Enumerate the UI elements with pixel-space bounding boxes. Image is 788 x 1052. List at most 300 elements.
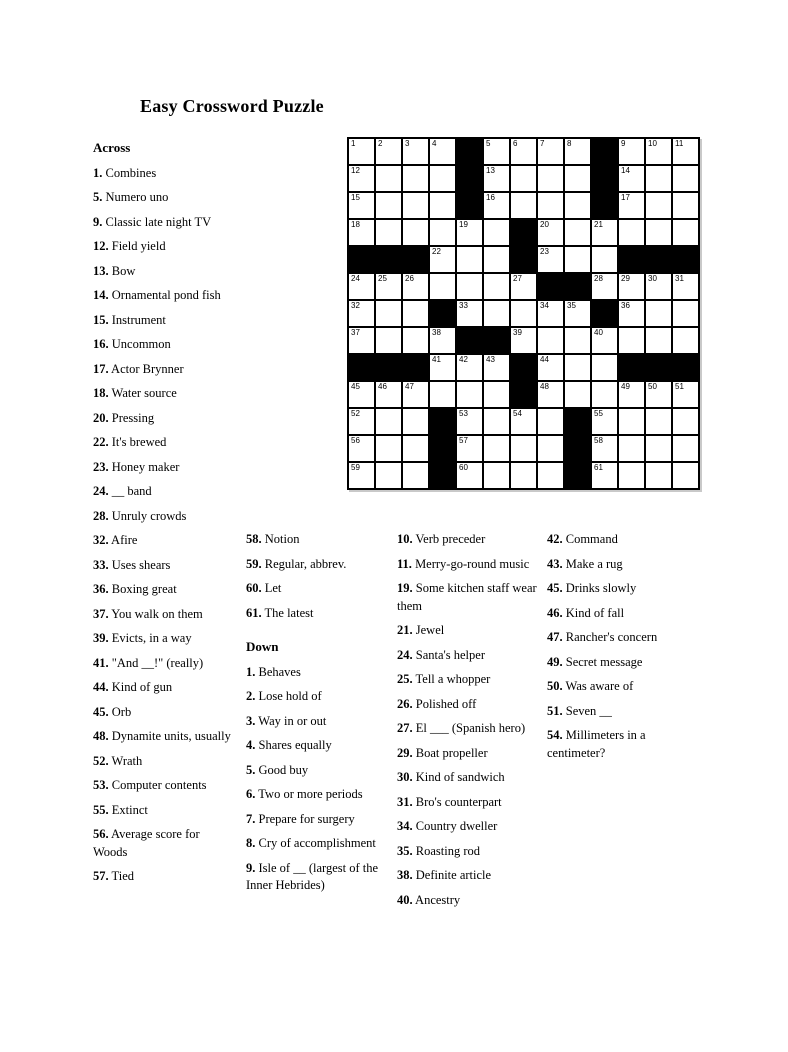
grid-cell[interactable] — [457, 382, 482, 407]
grid-cell[interactable] — [646, 220, 671, 245]
clue-number: 33. — [93, 557, 109, 572]
grid-cell[interactable] — [349, 301, 374, 326]
grid-cell[interactable] — [673, 463, 698, 488]
grid-cell[interactable] — [619, 463, 644, 488]
clue-number: 34. — [397, 819, 413, 833]
clue-across-18: 18. Water source — [93, 386, 177, 400]
cell-number: 22 — [432, 247, 441, 256]
cell-number: 14 — [621, 166, 630, 175]
grid-cell[interactable] — [673, 301, 698, 326]
grid-cell[interactable] — [457, 463, 482, 488]
grid-cell[interactable] — [538, 139, 563, 164]
grid-cell[interactable] — [538, 247, 563, 272]
clue-number: 27. — [397, 721, 413, 735]
clue-number: 22. — [93, 435, 109, 449]
cell-number: 24 — [351, 274, 360, 283]
grid-cell[interactable] — [484, 193, 509, 218]
clue-across-22: 22. It's brewed — [93, 435, 167, 449]
grid-cell[interactable] — [376, 139, 401, 164]
grid-cell[interactable] — [403, 220, 428, 245]
clue-number: 16. — [93, 337, 109, 351]
grid-cell[interactable] — [619, 301, 644, 326]
cell-number: 4 — [432, 139, 437, 148]
cell-number: 59 — [351, 463, 360, 472]
clue-number: 9. — [246, 860, 256, 875]
grid-cell[interactable] — [484, 301, 509, 326]
cell-number: 18 — [351, 220, 360, 229]
grid-cell[interactable] — [511, 166, 536, 191]
clue-number: 25. — [397, 672, 413, 686]
grid-cell[interactable] — [673, 139, 698, 164]
black-cell — [592, 301, 617, 326]
clue-down-2: 2. Lose hold of — [246, 689, 322, 703]
black-cell — [673, 355, 698, 380]
grid-cell[interactable] — [619, 436, 644, 461]
black-cell — [511, 355, 536, 380]
cell-number: 50 — [648, 382, 657, 391]
clue-across-57: 57. Tied — [93, 869, 134, 883]
grid-cell[interactable] — [592, 247, 617, 272]
clue-down-34: 34. Country dweller — [397, 819, 498, 833]
clue-number: 7. — [246, 811, 256, 826]
grid-cell[interactable] — [511, 328, 536, 353]
grid-cell[interactable] — [457, 220, 482, 245]
grid-cell[interactable] — [484, 409, 509, 434]
grid-cell[interactable] — [646, 193, 671, 218]
grid-cell[interactable] — [484, 355, 509, 380]
clue-number: 51. — [547, 703, 563, 718]
black-cell — [538, 274, 563, 299]
clue-number: 38. — [397, 868, 413, 882]
cell-number: 3 — [405, 139, 410, 148]
grid-cell[interactable] — [376, 166, 401, 191]
grid-cell[interactable] — [538, 328, 563, 353]
grid-cell[interactable] — [403, 166, 428, 191]
grid-cell[interactable] — [646, 274, 671, 299]
cell-number: 2 — [378, 139, 383, 148]
grid-cell[interactable] — [349, 139, 374, 164]
cell-number: 21 — [594, 220, 603, 229]
black-cell — [646, 355, 671, 380]
black-cell — [403, 355, 428, 380]
clue-number: 32. — [93, 533, 109, 547]
clue-number: 18. — [93, 386, 109, 400]
grid-cell[interactable] — [619, 193, 644, 218]
cell-number: 31 — [675, 274, 684, 283]
grid-cell[interactable] — [619, 382, 644, 407]
clue-number: 15. — [93, 312, 109, 327]
clue-across-52: 52. Wrath — [93, 753, 143, 768]
grid-cell[interactable] — [673, 274, 698, 299]
clue-number: 46. — [547, 605, 563, 620]
black-cell — [592, 139, 617, 164]
grid-cell[interactable] — [484, 463, 509, 488]
grid-cell[interactable] — [430, 274, 455, 299]
grid-cell[interactable] — [403, 409, 428, 434]
clue-number: 55. — [93, 802, 109, 817]
grid-cell[interactable] — [376, 274, 401, 299]
clue-down-24: 24. Santa's helper — [397, 647, 485, 662]
grid-cell[interactable] — [538, 220, 563, 245]
grid-cell[interactable] — [511, 193, 536, 218]
grid-cell[interactable] — [349, 274, 374, 299]
grid-cell[interactable] — [592, 382, 617, 407]
grid-cell[interactable] — [403, 193, 428, 218]
clue-number: 31. — [397, 794, 413, 809]
clue-down-26: 26. Polished off — [397, 696, 477, 711]
clue-number: 5. — [246, 762, 256, 777]
clue-across-36: 36. Boxing great — [93, 582, 177, 596]
grid-cell[interactable] — [673, 436, 698, 461]
grid-cell[interactable] — [619, 166, 644, 191]
grid-cell[interactable] — [457, 274, 482, 299]
grid-cell[interactable] — [457, 436, 482, 461]
grid-cell[interactable] — [538, 193, 563, 218]
clue-down-1: 1. Behaves — [246, 664, 301, 679]
grid-cell[interactable] — [511, 409, 536, 434]
cell-number: 58 — [594, 436, 603, 445]
clue-across-20: 20. Pressing — [93, 410, 155, 425]
grid-cell[interactable] — [430, 166, 455, 191]
grid-cell[interactable] — [538, 382, 563, 407]
clue-number: 19. — [397, 581, 413, 595]
cell-number: 43 — [486, 355, 495, 364]
cell-number: 10 — [648, 139, 657, 148]
grid-cell[interactable] — [484, 274, 509, 299]
cell-number: 7 — [540, 139, 545, 148]
clue-number: 61. — [246, 605, 262, 620]
grid-cell[interactable] — [511, 301, 536, 326]
cell-number: 25 — [378, 274, 387, 283]
grid-cell[interactable] — [619, 328, 644, 353]
clue-down-51: 51. Seven __ — [547, 703, 612, 718]
clue-down-8: 8. Cry of accomplishment — [246, 836, 376, 850]
grid-cell[interactable] — [565, 382, 590, 407]
grid-cell[interactable] — [646, 166, 671, 191]
grid-cell[interactable] — [538, 463, 563, 488]
grid-cell[interactable] — [349, 409, 374, 434]
black-cell — [457, 328, 482, 353]
clue-down-9: 9. Isle of __ (largest of the Inner Hebrides) — [246, 860, 379, 892]
cell-number: 34 — [540, 301, 549, 310]
grid-cell[interactable] — [403, 382, 428, 407]
grid-cell[interactable] — [619, 139, 644, 164]
grid-cell[interactable] — [565, 220, 590, 245]
grid-cell[interactable] — [619, 220, 644, 245]
grid-cell[interactable] — [403, 274, 428, 299]
grid-cell[interactable] — [565, 328, 590, 353]
clue-across-24: 24. __ band — [93, 484, 152, 498]
grid-cell[interactable] — [403, 463, 428, 488]
black-cell — [430, 463, 455, 488]
grid-cell[interactable] — [430, 193, 455, 218]
grid-cell[interactable] — [511, 274, 536, 299]
clue-across-28: 28. Unruly crowds — [93, 508, 187, 523]
clue-across-61: 61. The latest — [246, 605, 314, 620]
clue-number: 9. — [93, 214, 103, 229]
grid-cell[interactable] — [646, 409, 671, 434]
clue-down-38: 38. Definite article — [397, 868, 492, 882]
grid-cell[interactable] — [430, 382, 455, 407]
clue-down-46: 46. Kind of fall — [547, 605, 625, 620]
grid-cell[interactable] — [457, 301, 482, 326]
grid-cell[interactable] — [511, 463, 536, 488]
grid-cell[interactable] — [376, 220, 401, 245]
grid-cell[interactable] — [349, 193, 374, 218]
grid-cell[interactable] — [592, 328, 617, 353]
clue-across-37: 37. You walk on them — [93, 606, 203, 621]
grid-cell[interactable] — [511, 436, 536, 461]
cell-number: 38 — [432, 328, 441, 337]
grid-cell[interactable] — [592, 355, 617, 380]
grid-cell[interactable] — [484, 139, 509, 164]
clue-down-10: 10. Verb preceder — [397, 532, 486, 546]
grid-cell[interactable] — [484, 166, 509, 191]
grid-cell[interactable] — [592, 463, 617, 488]
grid-cell[interactable] — [376, 436, 401, 461]
cell-number: 8 — [567, 139, 572, 148]
black-cell — [511, 247, 536, 272]
clue-number: 24. — [93, 484, 109, 498]
clue-number: 5. — [93, 190, 103, 204]
grid-cell[interactable] — [403, 301, 428, 326]
clue-across-13: 13. Bow — [93, 263, 136, 278]
clue-number: 56. — [93, 827, 109, 841]
grid-cell[interactable] — [646, 382, 671, 407]
clue-number: 37. — [93, 606, 109, 621]
cell-number: 26 — [405, 274, 414, 283]
grid-cell[interactable] — [430, 139, 455, 164]
clue-number: 45. — [547, 581, 563, 595]
clue-number: 40. — [397, 892, 413, 907]
grid-cell[interactable] — [538, 355, 563, 380]
grid-cell[interactable] — [538, 409, 563, 434]
grid-cell[interactable] — [619, 274, 644, 299]
page-title: Easy Crossword Puzzle — [140, 96, 324, 116]
grid-cell[interactable] — [673, 193, 698, 218]
clue-number: 54. — [547, 728, 563, 742]
cell-number: 27 — [513, 274, 522, 283]
grid-cell[interactable] — [565, 166, 590, 191]
grid-cell[interactable] — [592, 436, 617, 461]
black-cell — [457, 139, 482, 164]
clue-across-23: 23. Honey maker — [93, 459, 180, 474]
clue-column-4 — [547, 531, 699, 769]
cell-number: 28 — [594, 274, 603, 283]
cell-number: 52 — [351, 409, 360, 418]
clue-down-27: 27. El ___ (Spanish hero) — [397, 721, 526, 735]
clue-number: 48. — [93, 729, 109, 743]
clue-down-35: 35. Roasting rod — [397, 843, 480, 858]
cell-number: 37 — [351, 328, 360, 337]
grid-cell[interactable] — [484, 436, 509, 461]
clue-number: 17. — [93, 361, 109, 376]
grid-cell[interactable] — [430, 247, 455, 272]
clue-down-42: 42. Command — [547, 532, 618, 546]
grid-cell[interactable] — [376, 463, 401, 488]
black-cell — [484, 328, 509, 353]
cell-number: 56 — [351, 436, 360, 445]
clue-across-14: 14. Ornamental pond fish — [93, 288, 221, 302]
cell-number: 12 — [351, 166, 360, 175]
clue-number: 1. — [246, 664, 256, 679]
grid-cell[interactable] — [646, 139, 671, 164]
cell-number: 35 — [567, 301, 576, 310]
cell-number: 15 — [351, 193, 360, 202]
black-cell — [376, 355, 401, 380]
grid-cell[interactable] — [565, 247, 590, 272]
clue-down-54: 54. Millimeters in a centimeter? — [547, 728, 646, 760]
clue-down-4: 4. Shares equally — [246, 738, 332, 752]
black-cell — [565, 274, 590, 299]
grid-cell[interactable] — [457, 247, 482, 272]
clue-across-59: 59. Regular, abbrev. — [246, 556, 347, 571]
grid-cell[interactable] — [538, 166, 563, 191]
clue-number: 2. — [246, 689, 256, 703]
down-clues-middle — [397, 531, 547, 909]
grid-cell[interactable] — [565, 355, 590, 380]
crossword-grid — [347, 137, 700, 490]
grid-cell[interactable] — [430, 220, 455, 245]
clue-number: 8. — [246, 836, 256, 850]
clue-number: 13. — [93, 263, 109, 278]
grid-cell[interactable] — [349, 166, 374, 191]
black-cell — [457, 166, 482, 191]
cell-number: 39 — [513, 328, 522, 337]
black-cell — [592, 193, 617, 218]
grid-cell[interactable] — [430, 328, 455, 353]
clue-number: 24. — [397, 647, 413, 662]
black-cell — [511, 382, 536, 407]
grid-cell[interactable] — [457, 409, 482, 434]
clue-down-31: 31. Bro's counterpart — [397, 794, 502, 809]
black-cell — [619, 355, 644, 380]
clue-column-2 — [246, 531, 384, 902]
grid-cell[interactable] — [565, 301, 590, 326]
grid-cell[interactable] — [376, 382, 401, 407]
grid-cell[interactable] — [349, 436, 374, 461]
cell-number: 1 — [351, 139, 356, 148]
clue-across-9: 9. Classic late night TV — [93, 214, 212, 229]
grid-cell[interactable] — [349, 382, 374, 407]
clue-down-21: 21. Jewel — [397, 623, 445, 637]
grid-cell[interactable] — [430, 355, 455, 380]
black-cell — [565, 436, 590, 461]
cell-number: 6 — [513, 139, 518, 148]
cell-number: 60 — [459, 463, 468, 472]
grid-cell[interactable] — [673, 382, 698, 407]
clue-across-5: 5. Numero uno — [93, 190, 169, 204]
clue-number: 39. — [93, 631, 109, 645]
clue-down-11: 11. Merry-go-round music — [397, 556, 530, 571]
clue-down-5: 5. Good buy — [246, 762, 309, 777]
cell-number: 11 — [675, 139, 684, 148]
clue-down-47: 47. Rancher's concern — [547, 630, 658, 644]
clue-number: 14. — [93, 288, 109, 302]
grid-cell[interactable] — [511, 139, 536, 164]
cell-number: 23 — [540, 247, 549, 256]
black-cell — [592, 166, 617, 191]
clue-number: 12. — [93, 239, 109, 253]
grid-cell[interactable] — [646, 436, 671, 461]
grid-cell[interactable] — [565, 193, 590, 218]
clue-number: 11. — [397, 556, 412, 571]
black-cell — [349, 247, 374, 272]
grid-cell[interactable] — [376, 409, 401, 434]
grid-cell[interactable] — [376, 328, 401, 353]
black-cell — [430, 436, 455, 461]
grid-cell[interactable] — [538, 301, 563, 326]
clue-across-44: 44. Kind of gun — [93, 680, 173, 694]
clue-number: 43. — [547, 556, 563, 571]
grid-cell[interactable] — [484, 247, 509, 272]
black-cell — [403, 247, 428, 272]
cell-number: 61 — [594, 463, 603, 472]
grid-cell[interactable] — [646, 463, 671, 488]
clue-number: 53. — [93, 778, 109, 792]
grid-cell[interactable] — [484, 382, 509, 407]
grid-cell[interactable] — [484, 220, 509, 245]
cell-number: 57 — [459, 436, 468, 445]
cell-number: 51 — [675, 382, 684, 391]
grid-cell[interactable] — [403, 328, 428, 353]
grid-cell[interactable] — [376, 193, 401, 218]
clue-across-17: 17. Actor Brynner — [93, 361, 184, 376]
grid-cell[interactable] — [673, 409, 698, 434]
grid-cell[interactable] — [592, 220, 617, 245]
grid-cell[interactable] — [646, 301, 671, 326]
cell-number: 32 — [351, 301, 360, 310]
grid-cell[interactable] — [592, 274, 617, 299]
clue-across-15: 15. Instrument — [93, 312, 166, 327]
grid-cell[interactable] — [673, 220, 698, 245]
grid-cell[interactable] — [403, 139, 428, 164]
clue-number: 28. — [93, 508, 109, 523]
grid-cell[interactable] — [673, 166, 698, 191]
clue-down-25: 25. Tell a whopper — [397, 672, 491, 686]
cell-number: 19 — [459, 220, 468, 229]
clue-number: 45. — [93, 704, 109, 719]
across-clues-tail — [246, 531, 384, 622]
grid-cell[interactable] — [538, 436, 563, 461]
grid-cell[interactable] — [673, 328, 698, 353]
black-cell — [376, 247, 401, 272]
grid-cell[interactable] — [349, 463, 374, 488]
grid-cell[interactable] — [646, 328, 671, 353]
clue-across-39: 39. Evicts, in a way — [93, 631, 192, 645]
cell-number: 36 — [621, 301, 630, 310]
clue-down-40: 40. Ancestry — [397, 892, 461, 907]
grid-cell[interactable] — [565, 139, 590, 164]
clue-across-1: 1. Combines — [93, 165, 157, 180]
grid-cell[interactable] — [457, 355, 482, 380]
grid-cell[interactable] — [376, 301, 401, 326]
cell-number: 45 — [351, 382, 360, 391]
black-cell — [430, 409, 455, 434]
clue-number: 4. — [246, 738, 256, 752]
grid-cell[interactable] — [619, 409, 644, 434]
clue-number: 42. — [547, 532, 563, 546]
grid-cell[interactable] — [349, 220, 374, 245]
grid-cell[interactable] — [403, 436, 428, 461]
down-clues-start — [246, 664, 384, 895]
cell-number: 5 — [486, 139, 491, 148]
grid-cell[interactable] — [592, 409, 617, 434]
cell-number: 9 — [621, 139, 626, 148]
grid-cell[interactable] — [349, 328, 374, 353]
clue-number: 52. — [93, 753, 109, 768]
clue-number: 58. — [246, 532, 262, 546]
